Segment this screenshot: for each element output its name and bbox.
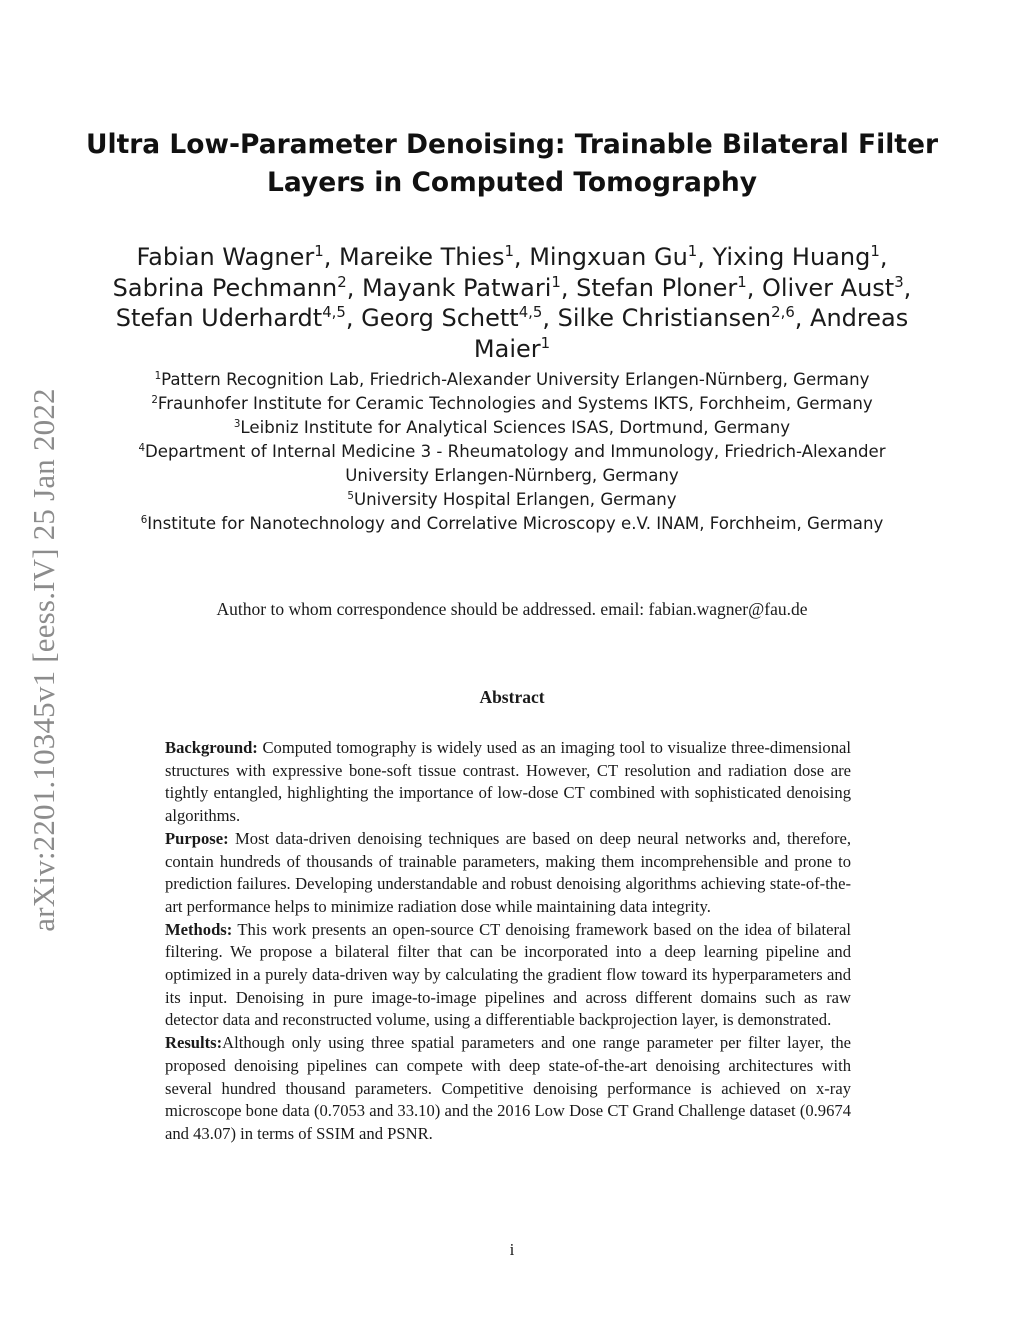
- affiliation-line: [100, 416, 924, 440]
- affiliation-list: [100, 368, 924, 536]
- affiliation-line: [100, 440, 924, 464]
- abstract-paragraph-results: [165, 1032, 851, 1146]
- affiliation-number: 3: [233, 417, 241, 430]
- affiliation-text: Pattern Recognition Lab, Friedrich-Alexander University Erlangen-Nürnberg, Germany: [161, 370, 870, 389]
- abstract-paragraph-methods: [165, 919, 851, 1033]
- affiliation-line: [100, 512, 924, 536]
- paragraph-text: Although only using three spatial parameters and one range parameter per filter layer, the proposed denoising pipelines can compete with deep state-of-the-art denoising architectures with several hundred thousand parameters. Competitive denoising performance is achieved on x-ray microscope bone data (0.7053 and 33.10) and the 2016 Low Dose CT Grand Challenge dataset (0.9674 and 43.07) in terms of SSIM and PSNR.: [165, 1033, 851, 1143]
- author-affiliation-mark: 4,5: [322, 303, 346, 322]
- author-name: Yixing Huang: [712, 243, 871, 271]
- affiliation-line: [100, 392, 924, 416]
- author-affiliation-mark: 1: [314, 242, 324, 261]
- author-list: [100, 242, 924, 364]
- affiliation-line: [100, 488, 924, 512]
- abstract-paragraph-purpose: [165, 828, 851, 919]
- title-line: Ultra Low-Parameter Denoising: Trainable Bilateral Filter: [85, 129, 939, 160]
- author-affiliation-mark: 1: [504, 242, 514, 261]
- author-affiliation-mark: 1: [737, 272, 747, 291]
- author-name: Silke Christiansen: [557, 304, 772, 332]
- page-number: i: [509, 1240, 515, 1259]
- author-name: Mayank Patwari: [361, 273, 552, 302]
- affiliation-text: Fraunhofer Institute for Ceramic Technologies and Systems IKTS, Forchheim, Germany: [157, 394, 873, 413]
- affiliation-text: University Hospital Erlangen, Germany: [353, 490, 677, 509]
- paragraph-text: Most data-driven denoising techniques are based on deep neural networks and, therefore, contain hundreds of thousands of trainable parameters, making them incomprehensible and prone to prediction failures. Developing understandable and robust denoising algorithms achieving state-of-the-art performance helps to minimize radiation dose while maintaining data integrity.: [165, 828, 851, 916]
- author-line: Stefan Uderhardt$^{4,5}$, Georg Schett$^{4,5}$, Silke Christiansen$^{2,6}$, Andreas: [115, 303, 909, 332]
- abstract-heading: Abstract: [479, 687, 545, 707]
- author-name: Sabrina Pechmann: [112, 273, 338, 302]
- author-affiliation-mark: 1: [687, 242, 698, 261]
- affiliation-number: 5: [347, 489, 354, 502]
- author-name: Fabian Wagner: [136, 243, 315, 271]
- affiliation-number: 1: [154, 369, 162, 382]
- affiliation-number: 4: [138, 441, 145, 454]
- author-name: Andreas: [810, 304, 909, 332]
- paragraph-label: Methods:: [165, 919, 233, 939]
- author-affiliation-mark: 2,6: [771, 303, 795, 322]
- author-affiliation-mark: 2: [337, 272, 347, 291]
- paragraph-text: This work presents an open-source CT denoising framework based on the idea of bilateral filtering. We propose a bilateral filter that can be incorporated into a deep learning pipeline and optimized in a purely data-driven way by calculating the gradient flow toward its hyperparameters and its input. Denoising in pure image-to-image pipelines and across different domains such as raw detector data and reconstructed volume, using a differentiable backprojection layer, is demonstrated.: [165, 919, 851, 1030]
- author-affiliation-mark: 1: [540, 333, 551, 352]
- author-affiliation-mark: 3: [894, 272, 904, 291]
- abstract-paragraph-background: [165, 737, 851, 828]
- paper-title: [0, 126, 1024, 202]
- author-name: Stefan Uderhardt: [115, 304, 323, 332]
- affiliation-text: Department of Internal Medicine 3 - Rheumatology and Immunology, Friedrich-Alexander: [144, 442, 886, 461]
- paragraph-label: Results:: [165, 1033, 223, 1053]
- affiliation-text: Institute for Nanotechnology and Correlative Microscopy e.V. INAM, Forchheim, Germany: [147, 514, 884, 533]
- author-affiliation-mark: 1: [870, 242, 880, 261]
- author-affiliation-mark: 4,5: [518, 303, 543, 322]
- author-line: [100, 334, 924, 365]
- abstract-body: [165, 737, 851, 1146]
- author-name: Maier: [473, 334, 541, 363]
- paragraph-label: Purpose:: [165, 828, 229, 848]
- author-name: Stefan Ploner: [576, 273, 738, 302]
- paragraph-label: Background:: [165, 738, 258, 757]
- title-line: Layers in Computed Tomography: [267, 167, 757, 198]
- author-name: Mareike Thies: [339, 243, 505, 271]
- affiliation-number: 6: [140, 513, 148, 526]
- author-affiliation-mark: 1: [551, 272, 561, 291]
- correspondence-note: Author to whom correspondence should be addressed. email: fabian.wagner@fau.de: [216, 599, 808, 619]
- author-line: Fabian Wagner$^1$, Mareike Thies$^1$, Mingxuan Gu$^1$, Yixing Huang$^1$,: [136, 242, 888, 271]
- affiliation-line: [100, 368, 924, 392]
- affiliation-text: University Erlangen-Nürnberg, Germany: [345, 466, 679, 485]
- author-name: Georg Schett: [361, 304, 519, 332]
- author-name: Oliver Aust: [761, 273, 895, 302]
- author-line: Sabrina Pechmann$^2$, Mayank Patwari$^1$, Stefan Ploner$^1$, Oliver Aust$^3$,: [112, 272, 912, 302]
- author-name: Mingxuan Gu: [529, 243, 688, 271]
- paragraph-text: Computed tomography is widely used as an imaging tool to visualize three-dimensional structures with expressive bone-soft tissue contrast. However, CT resolution and radiation dose are tightly entangled, highlighting the importance of low-dose CT combined with sophisticated denoising algorithms.: [165, 738, 851, 826]
- affiliation-number: 2: [151, 393, 158, 406]
- affiliation-line: [100, 464, 924, 488]
- arxiv-identifier-stamp: arXiv:2201.10345v1 [eess.IV] 25 Jan 2022: [26, 388, 61, 932]
- affiliation-text: Leibniz Institute for Analytical Sciences ISAS, Dortmund, Germany: [240, 418, 791, 437]
